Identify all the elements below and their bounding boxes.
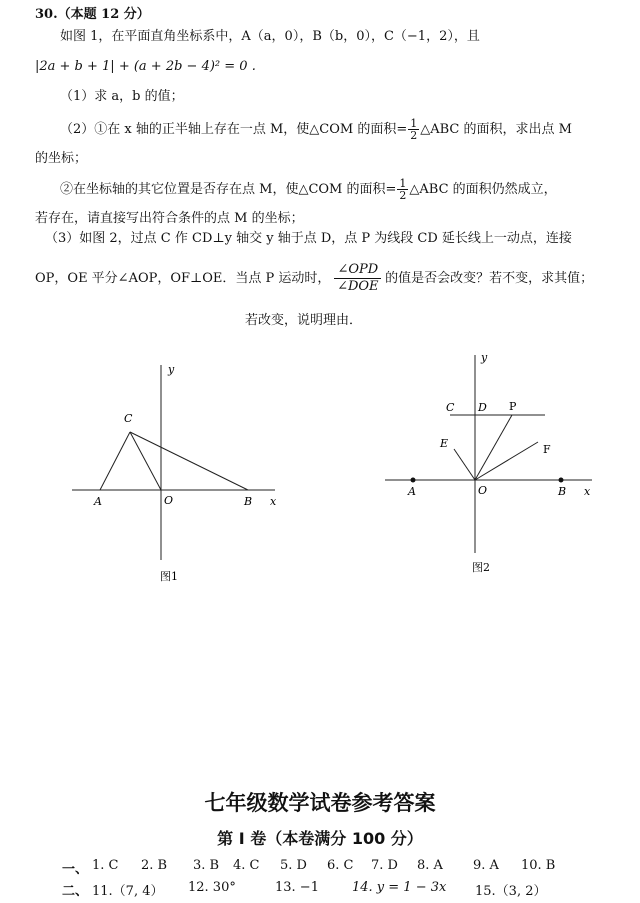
- label-O: O: [164, 494, 174, 507]
- figure-1-caption: 图1: [160, 570, 178, 583]
- part2a-line: [60, 118, 572, 141]
- point-A: [411, 478, 416, 483]
- answer-6: 6. C: [327, 858, 354, 873]
- answer-14: 14. y = 1 − 3x: [352, 880, 447, 895]
- answer-1: 1. C: [92, 858, 119, 873]
- part2a-post: △ABC 的面积，求出点 M: [420, 122, 572, 137]
- answer-12: 12. 30°: [188, 880, 236, 895]
- answer-11: 11.（7, 4）: [92, 884, 164, 899]
- answer-row-2: [62, 880, 88, 899]
- half-fraction: $\frac{1}{2}$: [399, 177, 407, 202]
- label-A: A: [94, 495, 102, 508]
- answer-10: 10. B: [521, 858, 556, 873]
- label-F: F: [543, 443, 551, 456]
- answer-8: 8. A: [417, 858, 443, 873]
- part2b-pre: ②在坐标轴的其它位置是否存在点 M，使△COM 的面积=: [60, 182, 397, 197]
- label-x: x: [270, 495, 277, 508]
- part2a-pre: （2）①在 x 轴的正半轴上存在一点 M，使△COM 的面积=: [60, 122, 408, 137]
- answer-4: 4. C: [233, 858, 260, 873]
- part1-text: （1）求 a，b 的值；: [60, 89, 184, 104]
- ray-OP: [475, 415, 512, 480]
- row-label: 一、: [62, 862, 89, 877]
- label-y: y: [481, 351, 488, 364]
- label-x: x: [584, 485, 591, 498]
- part3-line2: [35, 262, 593, 295]
- answer-9: 9. A: [473, 858, 499, 873]
- part3-line2-pre: OP，OE 平分∠AOP，OF⊥OE．当点 P 运动时，: [35, 271, 331, 286]
- answer-row-1: [62, 858, 88, 877]
- label-E: E: [440, 437, 449, 450]
- label-C: C: [446, 401, 455, 414]
- answer-15: 15.（3, 2）: [475, 884, 547, 899]
- row-label: 二、: [62, 884, 89, 899]
- figure-2: [380, 345, 600, 585]
- answer-3: 3. B: [193, 858, 220, 873]
- part2a-continuation: 的坐标；: [35, 151, 88, 166]
- label-y: y: [168, 363, 175, 376]
- ray-OE: [454, 449, 475, 480]
- angle-ratio-fraction: $\frac{\text{∠OPD}}{\text{∠DOE}}$: [334, 262, 381, 295]
- label-O: O: [478, 484, 488, 497]
- answer-key-subtitle: 第 I 卷（本卷满分 100 分）: [217, 829, 423, 848]
- part3-line1: （3）如图 2，过点 C 作 CD⊥y 轴交 y 轴于点 D，点 P 为线段 CD 延长线上一动点，连接: [45, 231, 572, 246]
- segment-CO: [130, 432, 161, 490]
- label-P: P: [509, 400, 517, 413]
- part2b-continuation: 若存在，请直接写出符合条件的点 M 的坐标；: [35, 211, 304, 226]
- answer-key-title: 七年级数学试卷参考答案: [204, 791, 436, 815]
- answer-2: 2. B: [141, 858, 168, 873]
- question-equation: |2a + b + 1| + (a + 2b − 4)² = 0 .: [35, 59, 256, 74]
- figure-1: [60, 355, 300, 595]
- label-C: C: [124, 412, 133, 425]
- segment-AC: [100, 432, 130, 490]
- part3-line3: 若改变，说明理由．: [245, 313, 363, 328]
- segment-CB: [130, 432, 248, 490]
- point-B: [559, 478, 564, 483]
- answer-7: 7. D: [371, 858, 398, 873]
- answer-13: 13. −1: [275, 880, 319, 895]
- part2b-post: △ABC 的面积仍然成立，: [409, 182, 557, 197]
- question-number: 30.（本题 12 分）: [35, 7, 150, 22]
- half-fraction: $\frac{1}{2}$: [410, 117, 418, 142]
- ray-OF: [475, 442, 538, 480]
- label-A: A: [408, 485, 416, 498]
- label-B: B: [244, 495, 253, 508]
- label-D: D: [478, 401, 487, 414]
- answer-5: 5. D: [280, 858, 307, 873]
- question-intro: 如图 1，在平面直角坐标系中，A（a，0），B（b，0），C（−1，2），且: [60, 29, 480, 44]
- part2b-line: [60, 178, 557, 201]
- figure-2-caption: 图2: [472, 561, 490, 574]
- label-B: B: [558, 485, 567, 498]
- part3-line2-post: 的值是否会改变？若不变，求其值；: [385, 271, 594, 286]
